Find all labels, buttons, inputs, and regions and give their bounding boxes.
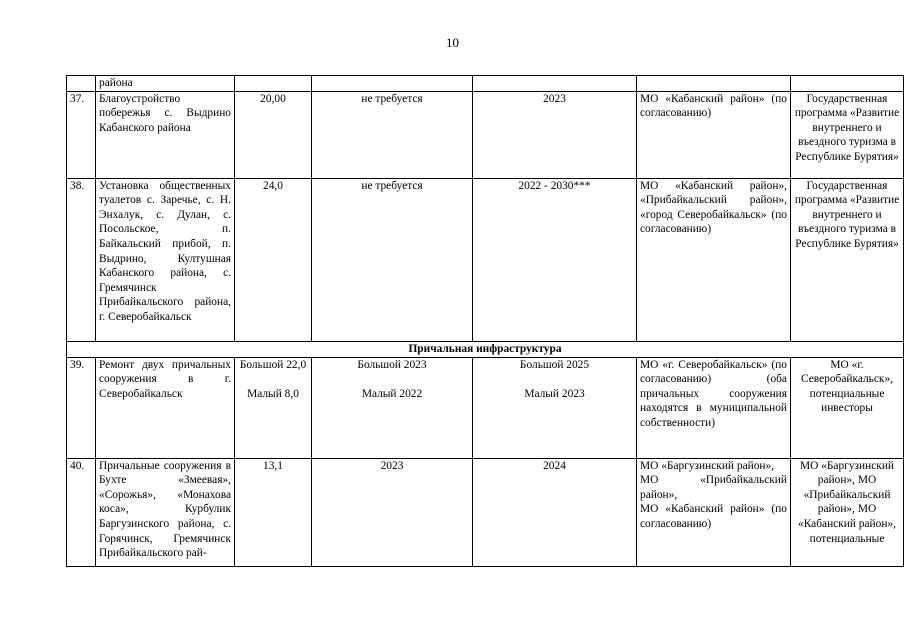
- row-design: 2023: [312, 458, 473, 566]
- row-number: 37.: [67, 91, 96, 178]
- row-design: не требуется: [312, 178, 473, 341]
- page-number: 10: [446, 35, 459, 50]
- row-start: 2022 - 2030***: [473, 178, 637, 341]
- table-row: [67, 91, 904, 178]
- executor-line: МО «Баргузинский район»,: [640, 459, 775, 472]
- start-large: Большой 2025: [519, 358, 590, 371]
- row-start: 2023: [473, 91, 637, 178]
- row-description: Причальные сооружения в Бухте «Змеевая», «Сорожья», «Монахова коса», Курбулик Баргузинского района, с. Горячинск, Гремячинск Прибайкальского рай-: [96, 458, 235, 566]
- section-header-row: [67, 341, 904, 357]
- row-executor: МО «Кабанский район», «Прибайкальский район», «город Северобайкальск» (по согласованию): [637, 178, 791, 341]
- cost-small: Малый 8,0: [247, 387, 299, 400]
- row-source: Государственная программа «Развитие внутреннего и въездного туризма в Республике Бурятия»: [791, 91, 904, 178]
- row-source: МО «Баргузинский район», МО «Прибайкальский район», МО «Кабанский район», потенциальные: [791, 458, 904, 566]
- table-row: [67, 458, 904, 566]
- row-cost: 24,0: [235, 178, 312, 341]
- row-cost: 20,00: [235, 91, 312, 178]
- row-cost: [235, 357, 312, 458]
- projects-table: [66, 75, 904, 567]
- executor-line: МО «Кабанский район» (по согласованию): [640, 503, 787, 530]
- row-number: 38.: [67, 178, 96, 341]
- table-row-continuation: [67, 76, 904, 92]
- row-number: 40.: [67, 458, 96, 566]
- row-start: 2024: [473, 458, 637, 566]
- row-start: [473, 357, 637, 458]
- row-source: МО «г. Северобайкальск», потенциальные инвесторы: [791, 357, 904, 458]
- row-design: [312, 357, 473, 458]
- design-small: Малый 2022: [361, 387, 423, 400]
- executor-line: МО «Прибайкальский район»,: [640, 474, 787, 501]
- row-description: Установка общественных туалетов с. Заречье, с. Н. Энхалук, с. Дулан, с. Посольское, п. Байкальский прибой, п. Выдрино, Култушная Кабанского района, с. Гремячинск Прибайкальского района, г. Северобайкальск: [96, 178, 235, 341]
- row-cost: 13,1: [235, 458, 312, 566]
- row-source: Государственная программа «Развитие внутреннего и въездного туризма в Республике Бурятия»: [791, 178, 904, 341]
- section-title: Причальная инфраструктура: [67, 341, 904, 357]
- row-number: 39.: [67, 357, 96, 458]
- row-description: Благоустройство побережья с. Выдрино Кабанского района: [96, 91, 235, 178]
- row-executor: [637, 458, 791, 566]
- row-executor: МО «Кабанский район» (по согласованию): [637, 91, 791, 178]
- design-large: Большой 2023: [357, 358, 427, 371]
- row-executor: МО «г. Северобайкальск» (по согласованию) (оба причальных сооружения находятся в муниципальной собственности): [637, 357, 791, 458]
- cost-large: Большой 22,0: [239, 358, 307, 371]
- row-description: Ремонт двух причальных сооружения в г. Северобайкальск: [96, 357, 235, 458]
- table-row: [67, 178, 904, 341]
- row-description: района: [96, 76, 235, 92]
- table-row: [67, 357, 904, 458]
- row-design: не требуется: [312, 91, 473, 178]
- start-small: Малый 2023: [524, 387, 585, 400]
